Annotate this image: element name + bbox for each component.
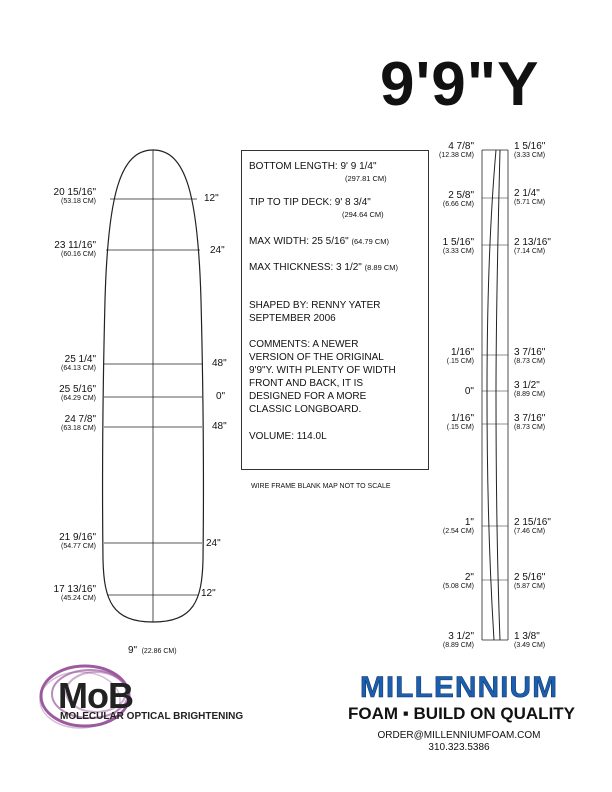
rocker-right-label: 2 5/16" (5.87 CM) xyxy=(514,572,546,590)
rocker-right-label: 2 13/16" (7.14 CM) xyxy=(514,237,551,255)
bottom-length: BOTTOM LENGTH: 9' 9 1/4" xyxy=(249,161,377,172)
width-measurement: 20 15/16" (53.18 CM) xyxy=(53,187,96,205)
rocker-left-label: 2 5/8" (6.66 CM) xyxy=(442,190,474,208)
rocker-deck xyxy=(496,150,500,640)
station-mark: 12" xyxy=(201,588,216,599)
width-measurement: 24 7/8" (63.18 CM) xyxy=(60,414,96,432)
rocker-right-label: 2 1/4" (5.71 CM) xyxy=(514,188,546,206)
rocker-left-label: 1/16" (.15 CM) xyxy=(446,413,474,431)
width-measurement: 21 9/16" (54.77 CM) xyxy=(59,532,96,550)
rocker-left-label: 4 7/8" (12.38 CM) xyxy=(438,141,474,159)
station-mark: 48" xyxy=(212,421,227,432)
rocker-left-label: 1" (2.54 CM) xyxy=(442,517,474,535)
order-email-link[interactable]: ORDER@MILLENNIUMFOAM.COM xyxy=(377,730,541,741)
shaped-date: SEPTEMBER 2006 xyxy=(249,313,336,324)
station-mark: 0" xyxy=(216,391,226,402)
width-measurement: 17 13/16" (45.24 CM) xyxy=(53,584,96,602)
rocker-left-label: 1/16" (.15 CM) xyxy=(446,347,474,365)
mob-logo-text: MoB xyxy=(58,675,133,716)
station-mark: 24" xyxy=(206,538,221,549)
volume: VOLUME: 114.0L xyxy=(249,431,327,442)
brand-tagline: FOAM ▪ BUILD ON QUALITY xyxy=(348,704,576,723)
station-mark: 12" xyxy=(204,193,219,204)
width-measurement: 23 11/16" (60.16 CM) xyxy=(54,240,96,258)
tip-to-tip-cm: (294.64 CM) xyxy=(342,210,384,219)
width-measurement: 25 1/4" (64.13 CM) xyxy=(60,354,96,372)
shaped-by: SHAPED BY: RENNY YATER xyxy=(249,300,381,311)
rocker-left-label: 1 5/16" (3.33 CM) xyxy=(442,237,474,255)
station-mark: 48" xyxy=(212,358,227,369)
max-width: MAX WIDTH: 25 5/16" (64.79 CM) xyxy=(249,236,389,247)
tail-width: 9" (22.86 CM) xyxy=(128,645,177,656)
brand-name: MILLENNIUM xyxy=(359,671,559,704)
rocker-right-label: 1 5/16" (3.33 CM) xyxy=(514,141,546,159)
page-title: 9'9"Y xyxy=(380,50,540,119)
rocker-right-label: 3 7/16" (8.73 CM) xyxy=(514,347,546,365)
tip-to-tip: TIP TO TIP DECK: 9' 8 3/4" xyxy=(249,197,371,208)
bottom-length-cm: (297.81 CM) xyxy=(345,174,387,183)
rocker-right-label: 1 3/8" (3.49 CM) xyxy=(514,631,546,649)
width-measurement: 25 5/16" (64.29 CM) xyxy=(59,384,96,402)
max-thickness: MAX THICKNESS: 3 1/2" (8.89 CM) xyxy=(249,262,398,273)
comments: COMMENTS: A NEWER VERSION OF THE ORIGINAL 9'9"Y. WITH PLENTY OF WIDTH FRONT AND BACK, IT IS DESIGNED FOR A MORE CLASSIC LONGBOARD. xyxy=(249,339,396,415)
phone-number: 310.323.5386 xyxy=(428,742,490,753)
rocker-right-label: 2 15/16" (7.46 CM) xyxy=(514,517,551,535)
mob-subtitle: MOLECULAR OPTICAL BRIGHTENING xyxy=(60,711,244,722)
rocker-left-label: 0" xyxy=(464,386,474,397)
scale-note: WIRE FRAME BLANK MAP NOT TO SCALE xyxy=(251,483,391,490)
rocker-right-label: 3 7/16" (8.73 CM) xyxy=(514,413,546,431)
rocker-bottom xyxy=(487,150,496,640)
rocker-right-label: 3 1/2" (8.89 CM) xyxy=(514,380,546,398)
station-mark: 24" xyxy=(210,245,225,256)
rocker-left-label: 3 1/2" (8.89 CM) xyxy=(442,631,474,649)
brand-block xyxy=(348,671,576,724)
rocker-left-label: 2" (5.08 CM) xyxy=(442,572,474,590)
